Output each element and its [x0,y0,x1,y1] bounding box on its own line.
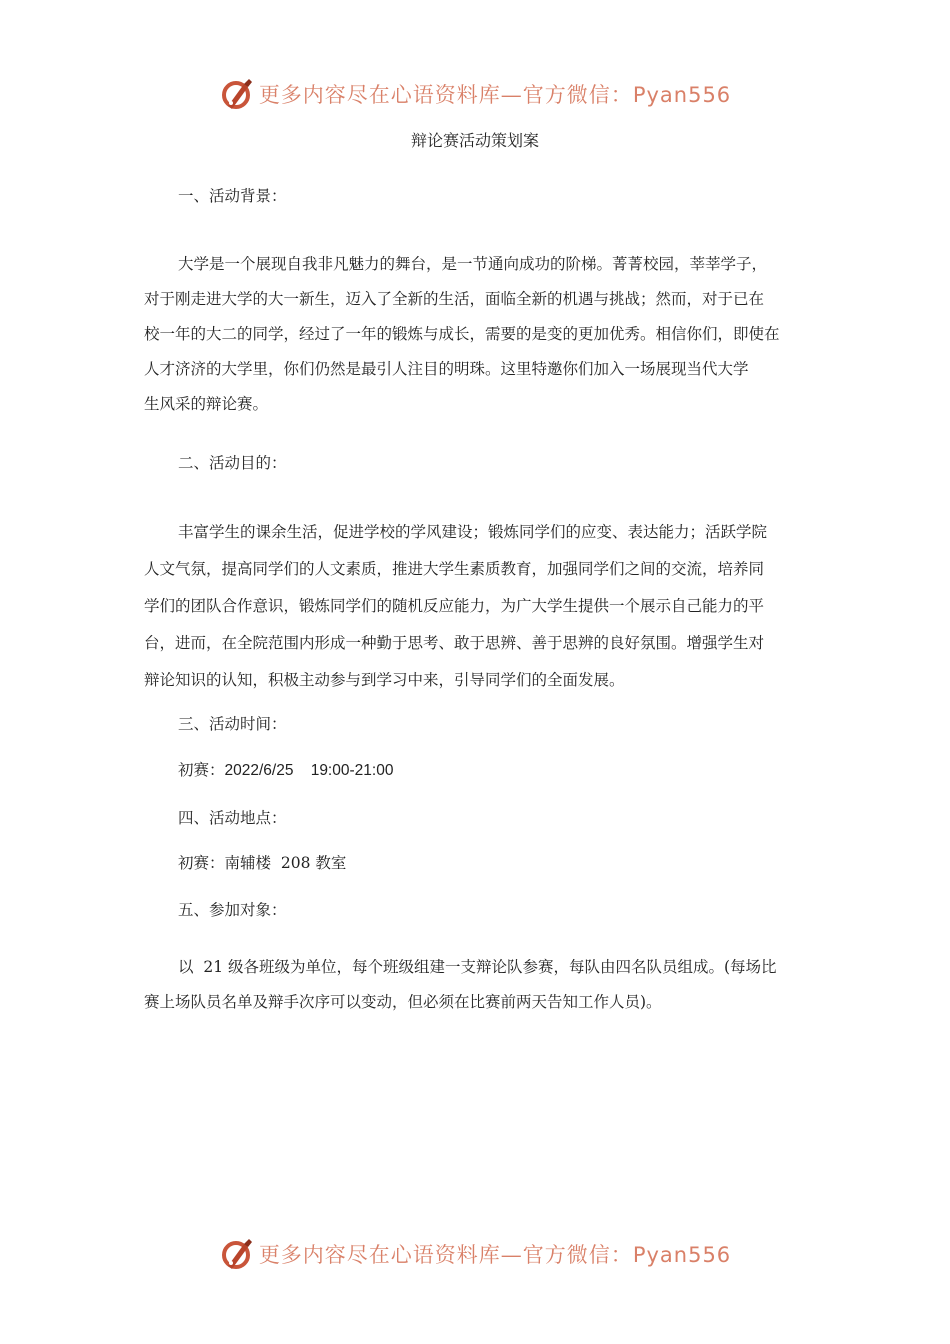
watermark-footer [0,1234,950,1274]
paragraph-line: 生风采的辩论赛。 [144,395,269,413]
paragraph-background [144,247,812,422]
heading-location: 四、活动地点： [178,809,287,827]
paragraph-line: 对于刚走进大学的大一新生，迈入了全新的生活，面临全新的机遇与挑战；然而，对于已在 [144,290,765,308]
watermark-text: 更多内容尽在心语资料库—官方微信：Pyan556 [258,1243,732,1267]
watermark-text: 更多内容尽在心语资料库—官方微信：Pyan556 [258,83,732,107]
paragraph-line: 台，进而，在全院范围内形成一种勤于思考、敢于思辨、善于思辨的良好氛围。增强学生对 [144,634,765,652]
heading-purpose: 二、活动目的： [178,454,287,472]
paragraph-line: 以 21 级各班级为单位，每个班级组建一支辩论队参赛，每队由四名队员组成。(每场比 [178,958,777,976]
paragraph-line: 人文气氛，提高同学们的人文素质，推进大学生素质教育，加强同学们之间的交流，培养同 [144,560,765,578]
heading-participants: 五、参加对象： [178,901,287,919]
pen-logo-icon [219,76,255,112]
paragraph-line: 丰富学生的课余生活，促进学校的学风建设；锻炼同学们的应变、表达能力；活跃学院 [178,523,768,541]
paragraph-line: 赛上场队员名单及辩手次序可以变动，但必须在比赛前两天告知工作人员)。 [144,993,662,1011]
location-label: 初赛： [178,854,225,872]
pen-logo-icon [219,1236,255,1272]
paragraph-line: 校一年的大二的同学，经过了一年的锻炼与成长，需要的是变的更加优秀。相信你们，即使在 [144,325,780,343]
time-value: 2022/6/25 19:00-21:00 [224,762,394,779]
paragraph-participants [144,950,812,1020]
time-line [178,758,393,780]
paragraph-line: 学们的团队合作意识，锻炼同学们的随机反应能力，为广大学生提供一个展示自己能力的平 [144,597,765,615]
location-value: 南辅楼 208 教室 [224,854,347,872]
location-line [178,851,346,873]
document-title: 辩论赛活动策划案 [410,131,539,150]
heading-background: 一、活动背景： [178,187,287,205]
heading-time: 三、活动时间： [178,715,287,733]
paragraph-line: 大学是一个展现自我非凡魅力的舞台，是一节通向成功的阶梯。菁菁校园，莘莘学子， [178,255,768,273]
watermark-header [0,74,950,114]
paragraph-line: 人才济济的大学里，你们仍然是最引人注目的明珠。这里特邀你们加入一场展现当代大学 [144,360,749,378]
paragraph-line: 辩论知识的认知，积极主动参与到学习中来，引导同学们的全面发展。 [144,671,625,689]
time-label: 初赛： [178,761,225,779]
paragraph-purpose [144,514,812,699]
